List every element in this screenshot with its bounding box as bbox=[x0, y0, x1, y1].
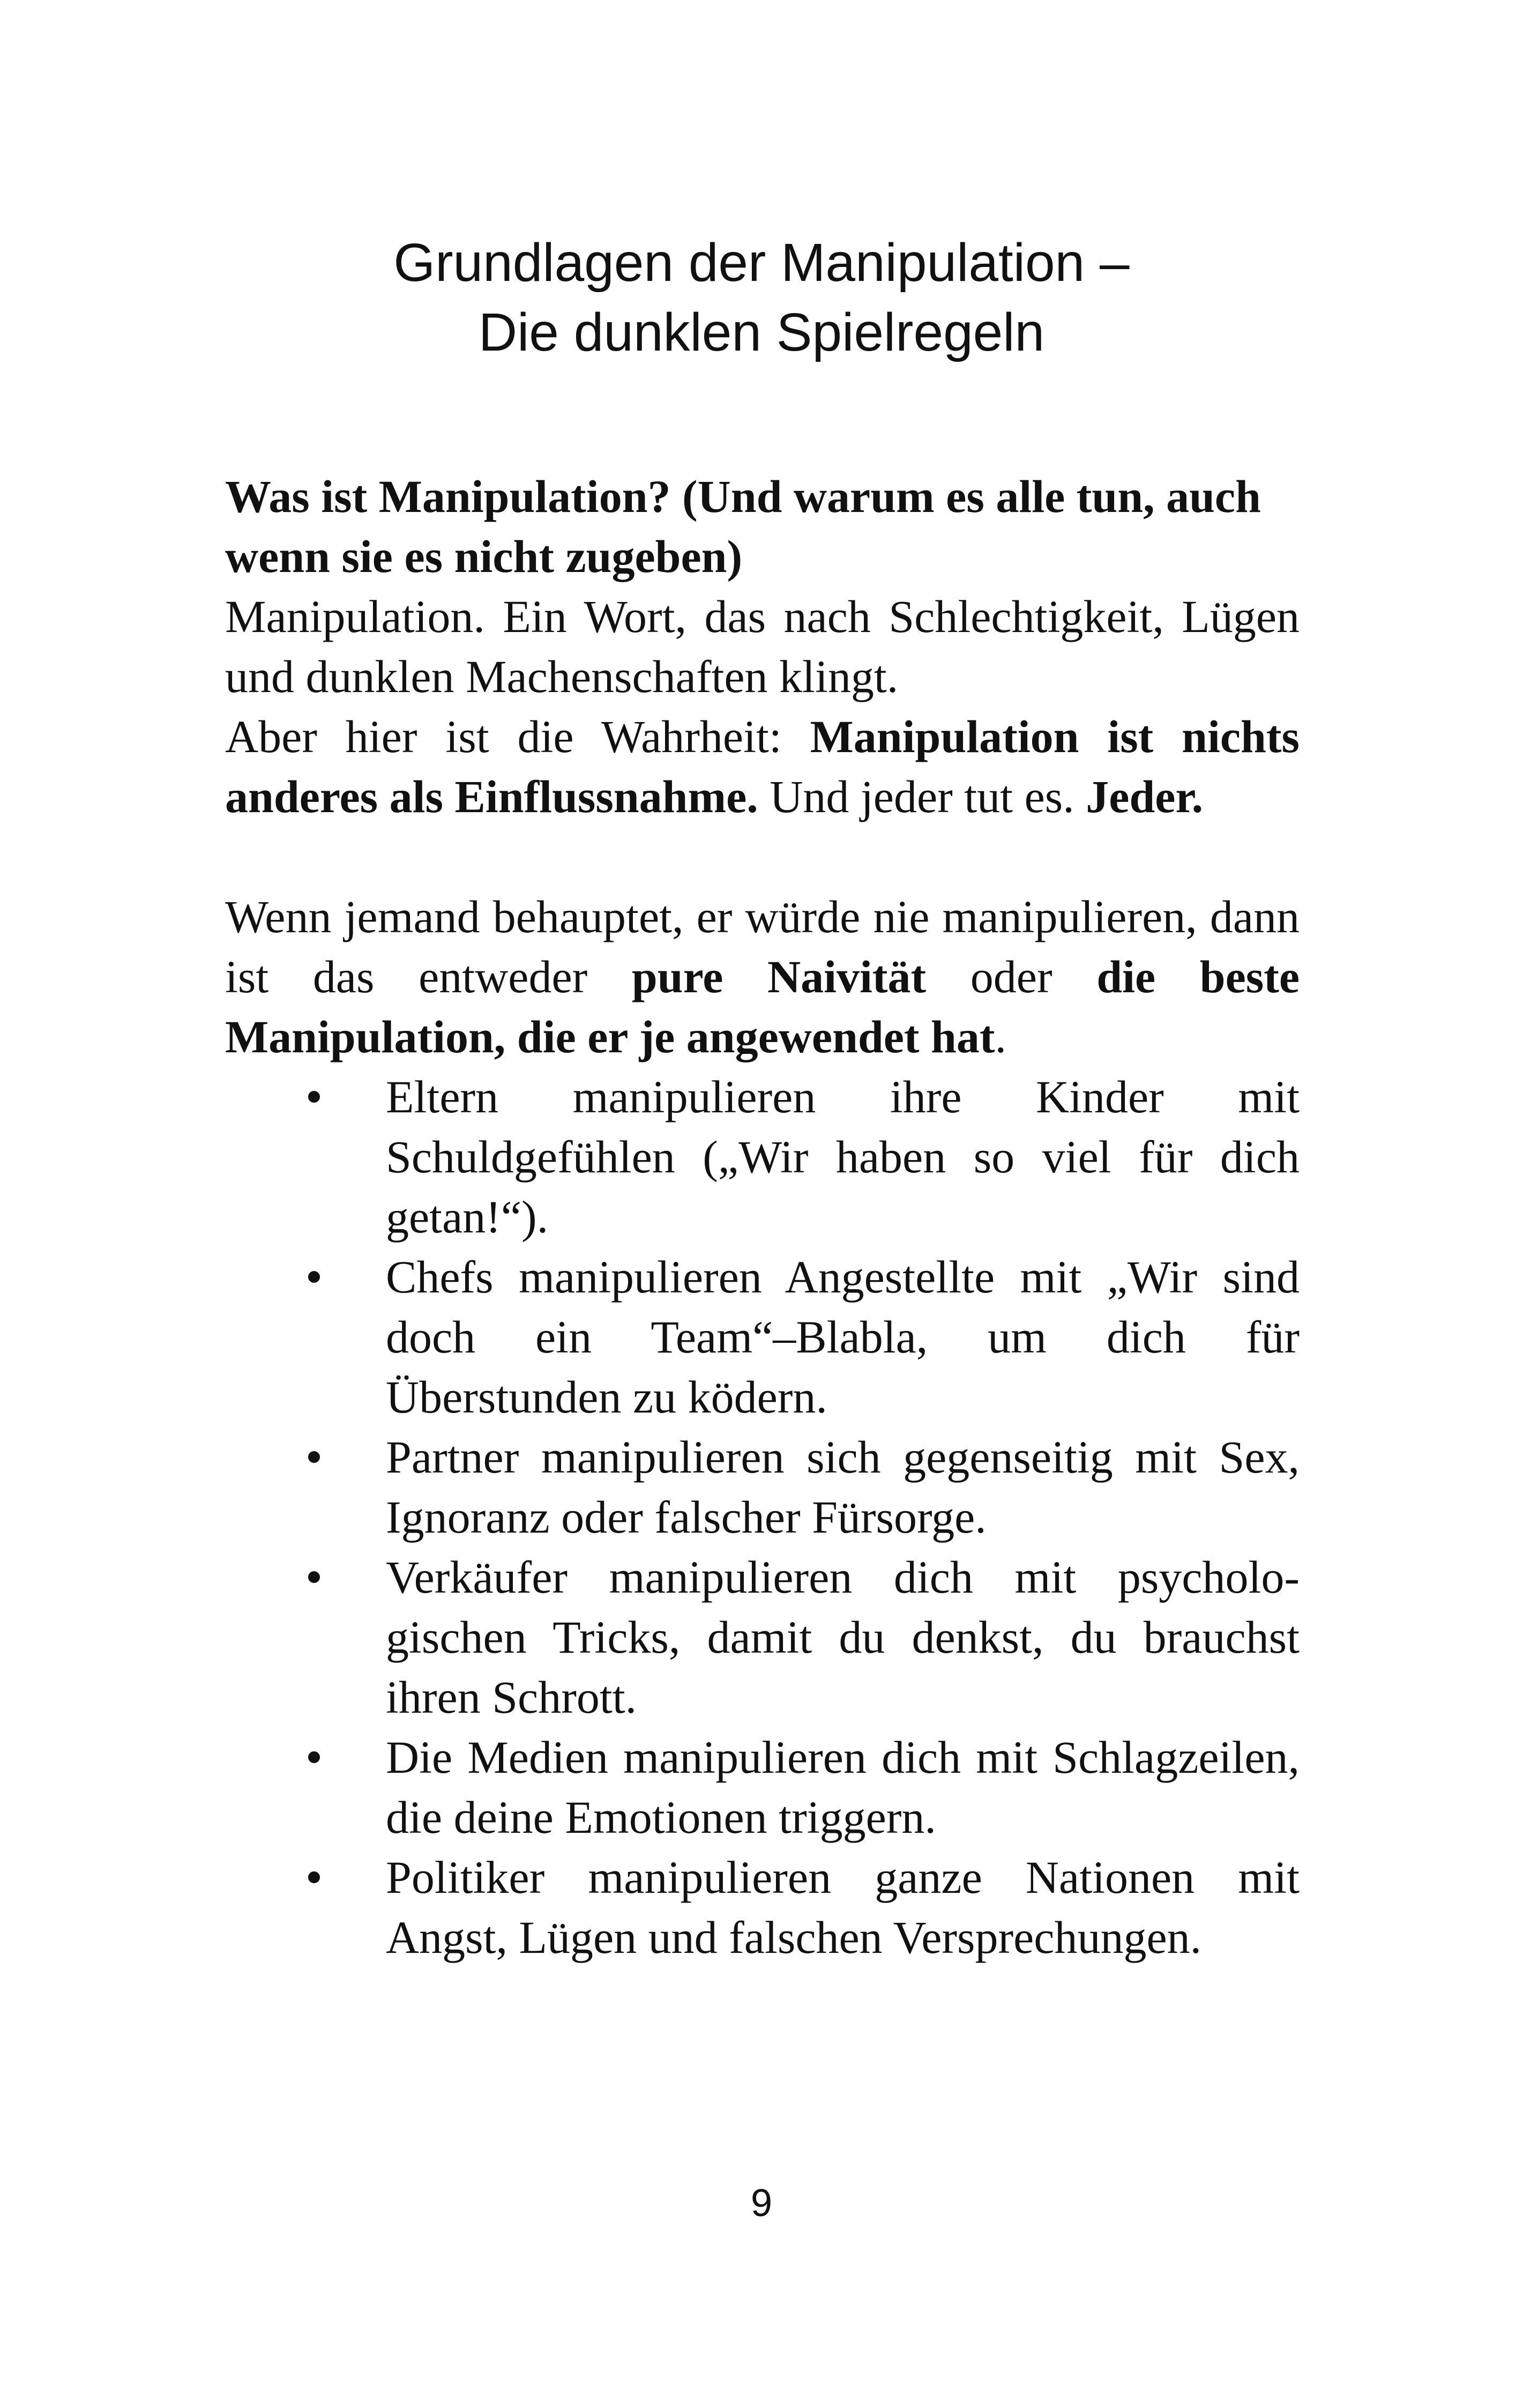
chapter-title-line-1: Grundlagen der Manipulation – bbox=[393, 233, 1130, 293]
bullet-icon bbox=[308, 1451, 320, 1463]
bullet-list bbox=[225, 1067, 1300, 1967]
paragraph-3-emphasis-2: die beste Manipulation, die er je angewendet hat bbox=[225, 951, 1300, 1062]
bullet-icon bbox=[308, 1091, 320, 1103]
bullet-icon bbox=[308, 1271, 320, 1283]
list-item-text: Die Medien manipulieren dich mit Schlagzeilen, die deine Emotionen triggern. bbox=[386, 1731, 1300, 1843]
paragraph-2-emphasis: Manipulation ist nichts anderes als Einflussnahme. bbox=[225, 711, 1300, 822]
paragraph-gap bbox=[225, 827, 1300, 887]
page-number: 9 bbox=[750, 2182, 773, 2225]
bullet-icon bbox=[308, 1751, 320, 1763]
chapter-title-line-2: Die dunklen Spielregeln bbox=[478, 302, 1045, 362]
chapter-title bbox=[0, 228, 1523, 367]
paragraph-3 bbox=[225, 887, 1300, 1067]
list-item bbox=[225, 1547, 1300, 1727]
list-item-text: Eltern manipulieren ihre Kinder mit Schuldgefühlen („Wir haben so viel für dich getan!“). bbox=[386, 1071, 1300, 1243]
paragraph-2-middle: Und jeder tut es. bbox=[758, 771, 1086, 822]
body-text bbox=[225, 466, 1300, 1967]
list-item bbox=[225, 1847, 1300, 1967]
bullet-icon bbox=[308, 1871, 320, 1883]
paragraph-1: Manipulation. Ein Wort, das nach Schlechtigkeit, Lügen und dunklen Machenschaften klingt. bbox=[225, 591, 1300, 702]
section-heading: Was ist Manipulation? (Und warum es alle tun, auch wenn sie es nicht zugeben) bbox=[225, 471, 1261, 582]
paragraph-3-intro: Wenn jemand behauptet, er würde nie manipulieren, dann ist das entweder bbox=[225, 891, 1300, 1002]
paragraph-3-end: . bbox=[995, 1011, 1007, 1062]
paragraph-2 bbox=[225, 707, 1300, 827]
list-item-text: Verkäufer manipulieren dich mit psychologischen Tricks, damit du denkst, du brauchst ihren Schrott. bbox=[386, 1551, 1300, 1723]
list-item-text: Politiker manipulieren ganze Nationen mit Angst, Lügen und falschen Versprechungen. bbox=[386, 1852, 1300, 1963]
list-item bbox=[225, 1247, 1300, 1427]
paragraph-2-emphasis-2: Jeder. bbox=[1086, 771, 1204, 822]
list-item bbox=[225, 1427, 1300, 1547]
paragraph-3-emphasis-1: pure Naivität bbox=[631, 951, 927, 1002]
bullet-icon bbox=[308, 1571, 320, 1583]
list-item-text: Partner manipulieren sich gegenseitig mit Sex, Ignoranz oder falscher Fürsorge. bbox=[386, 1431, 1300, 1543]
list-item bbox=[225, 1067, 1300, 1247]
list-item bbox=[225, 1727, 1300, 1847]
paragraph-2-intro: Aber hier ist die Wahrheit: bbox=[225, 711, 810, 762]
list-item-text: Chefs manipulieren Angestellte mit „Wir sind doch ein Team“–Blabla, um dich für Überstunden zu ködern. bbox=[386, 1251, 1300, 1423]
paragraph-3-middle: oder bbox=[926, 951, 1097, 1002]
